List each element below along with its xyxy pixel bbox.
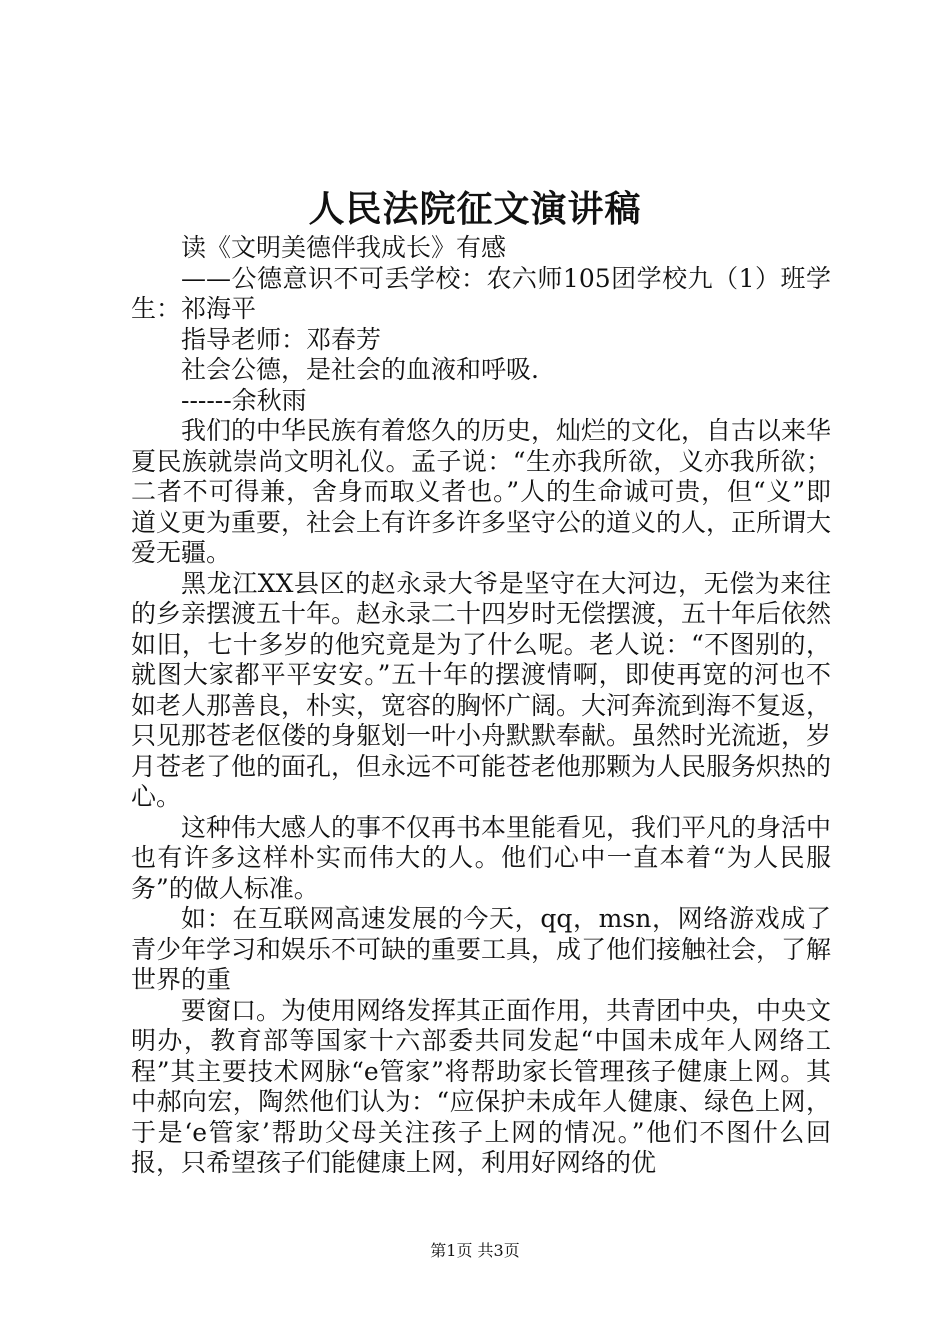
advisor-line: 指导老师：邓春芳 [181, 324, 382, 354]
author-line: ——公德意识不可丢学校：农六师105团学校九（1）班学生：祁海平 [131, 263, 831, 323]
document-title: 人民法院征文演讲稿 [308, 188, 642, 230]
quote-attribution: ------余秋雨 [181, 385, 307, 415]
body-paragraph: 黑龙江XX县区的赵永录大爷是坚守在大河边，无偿为来往的乡亲摆渡五十年。赵永录二十四岁时无偿摆渡，五十年后依然如旧，七十多岁的他究竟是为了什么呢。老人说：“不图别的，就图大家都平平安安。”五十年的摆渡情啊，即使再宽的河也不如老人那善良，朴实，宽容的胸怀广阔。大河奔流到海不复返，只见那苍老伛偻的身躯划一叶小舟默默奉献。虽然时光流逝，岁月苍老了他的面孔，但永远不可能苍老他那颗为人民服务炽热的心。 [131, 568, 832, 811]
body-paragraph: 我们的中华民族有着悠久的历史，灿烂的文化，自古以来华夏民族就崇尚文明礼仪。孟子说：“生亦我所欲，义亦我所欲；二者不可得兼，舍身而取义者也。”人的生命诚可贵，但“义”即道义更为重要，社会上有许多许多坚守公的道义的人，正所谓大爱无疆。 [131, 416, 832, 567]
subtitle-line: 读《文明美德伴我成长》有感 [181, 233, 507, 262]
document-body [131, 233, 831, 1179]
page-footer: 第1页 共3页 [430, 1241, 520, 1260]
body-paragraph: 如：在互联网高速发展的今天，qq，msn，网络游戏成了青少年学习和娱乐不可缺的重要工具，成了他们接触社会，了解世界的重 [131, 904, 832, 994]
quote-line: 社会公德，是社会的血液和呼吸. [181, 355, 539, 384]
body-paragraph: 这种伟大感人的事不仅再书本里能看见，我们平凡的身活中也有许多这样朴实而伟大的人。他们心中一直本着“为人民服务”的做人标准。 [131, 812, 832, 903]
body-paragraph: 要窗口。为使用网络发挥其正面作用，共青团中央，中央文明办，教育部等国家十六部委共同发起“中国未成年人网络工程”其主要技术网脉“e管家”将帮助家长管理孩子健康上网。其中郝向宏，陶然他们认为：“应保护未成年人健康、绿色上网，于是‘e管家’帮助父母关注孩子上网的情况。”他们不图什么回报，只希望孩子们能健康上网，利用好网络的优 [131, 995, 832, 1177]
